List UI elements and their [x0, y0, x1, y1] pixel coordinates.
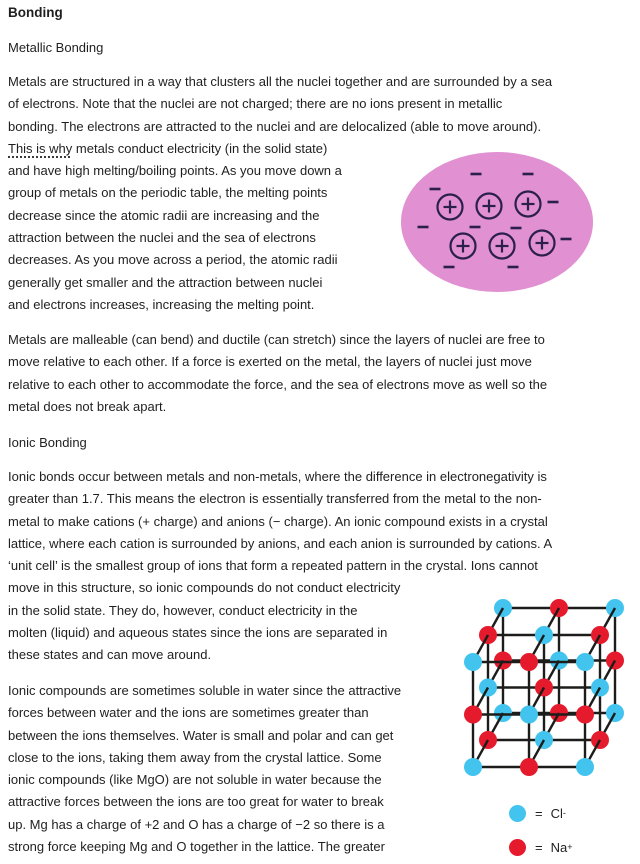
text-line: generally get smaller and the attraction between nuclei	[8, 274, 323, 290]
text-line: in the solid state. They do, however, conduct electricity in the	[8, 602, 358, 618]
text-line: forces between water and the ions are sometimes greater than	[8, 705, 369, 721]
paragraph-ionic-solubility	[8, 680, 401, 858]
ionic-crystal-lattice-diagram	[452, 586, 638, 786]
text-line: ‘unit cell’ is the smallest group of ions that form a repeated pattern in the crystal. Ions cannot	[8, 558, 538, 574]
text-line: move in this structure, so ionic compounds do not conduct electricity	[8, 580, 401, 596]
text-line: molten (liquid) and aqueous states since the ions are separated in	[8, 625, 388, 641]
heading-ionic-bonding: Ionic Bonding	[8, 435, 87, 450]
text-line: of electrons. Note that the nuclei are not charged; there are no ions present in metallic	[8, 96, 503, 112]
text-line: close to the ions, taking them away from the crystal lattice. Some	[8, 749, 382, 765]
text-line: Ionic bonds occur between metals and non-metals, where the difference in electronegativity is	[8, 469, 547, 484]
ion-symbol: Cl	[550, 805, 563, 821]
text-line: attraction between the nuclei and the sea of electrons	[8, 230, 316, 246]
text-line: move relative to each other. If a force is exerted on the metal, the layers of nuclei just move	[8, 354, 532, 370]
text-line: Metals are malleable (can bend) and ductile (can stretch) since the layers of nuclei are free to	[8, 332, 545, 347]
equals-sign: =	[535, 839, 543, 855]
lattice-legend	[509, 796, 572, 864]
metallic-bonding-diagram	[398, 150, 598, 297]
chloride-ion-icon	[509, 805, 526, 822]
text-line: metal does not break apart.	[8, 398, 167, 414]
page-title: Bonding	[8, 5, 63, 20]
legend-item-chloride: = Cl -	[509, 796, 572, 830]
paragraph-metallic-properties	[8, 329, 547, 418]
text-line: up. Mg has a charge of +2 and O has a charge of −2 so there is a	[8, 816, 385, 832]
text-line: lattice, where each cation is surrounded by anions, and each anion is surrounded by cations. A	[8, 535, 553, 551]
text-line: ionic compounds (like MgO) are not soluble in water because the	[8, 772, 382, 788]
legend-item-sodium: = Na +	[509, 830, 572, 864]
dotted-underline-phrase: This is why	[8, 140, 73, 156]
text-line: decrease since the atomic radii are increasing and the	[8, 207, 320, 223]
text-line: decreases. As you move across a period, the atomic radii	[8, 252, 338, 268]
equals-sign: =	[535, 805, 543, 821]
text-line: bonding. The electrons are attracted to the nuclei and are delocalized (able to move around).	[8, 118, 542, 134]
text-line: relative to each other to accommodate the force, and the sea of electrons move as well so the	[8, 376, 548, 392]
text-line: strong force keeping Mg and O together in the lattice. The greater	[8, 839, 385, 855]
text-line: these states and can move around.	[8, 647, 212, 663]
text-line: group of metals on the periodic table, the melting points	[8, 185, 328, 201]
text-line: and have high melting/boiling points. As you move down a	[8, 163, 342, 179]
text-line: Metals are structured in a way that clusters all the nuclei together and are surrounded by a sea	[8, 74, 553, 89]
heading-metallic-bonding: Metallic Bonding	[8, 40, 104, 55]
text-segment: metals conduct electricity (in the solid state)	[72, 140, 328, 156]
text-line: between the ions themselves. Water is small and polar and can get	[8, 727, 394, 743]
text-line: attractive forces between the ions are too great for water to break	[8, 794, 384, 810]
text-line: and electrons increases, increasing the melting point.	[8, 296, 315, 312]
text-line: metal to make cations (+ charge) and anions (− charge). An ionic compound exists in a crystal	[8, 513, 548, 529]
ion-symbol: Na	[550, 839, 568, 855]
sodium-ion-icon	[509, 839, 526, 856]
text-line: greater than 1.7. This means the electron is essentially transferred from the metal to the non-	[8, 491, 542, 507]
text-line: Ionic compounds are sometimes soluble in water since the attractive	[8, 683, 402, 698]
